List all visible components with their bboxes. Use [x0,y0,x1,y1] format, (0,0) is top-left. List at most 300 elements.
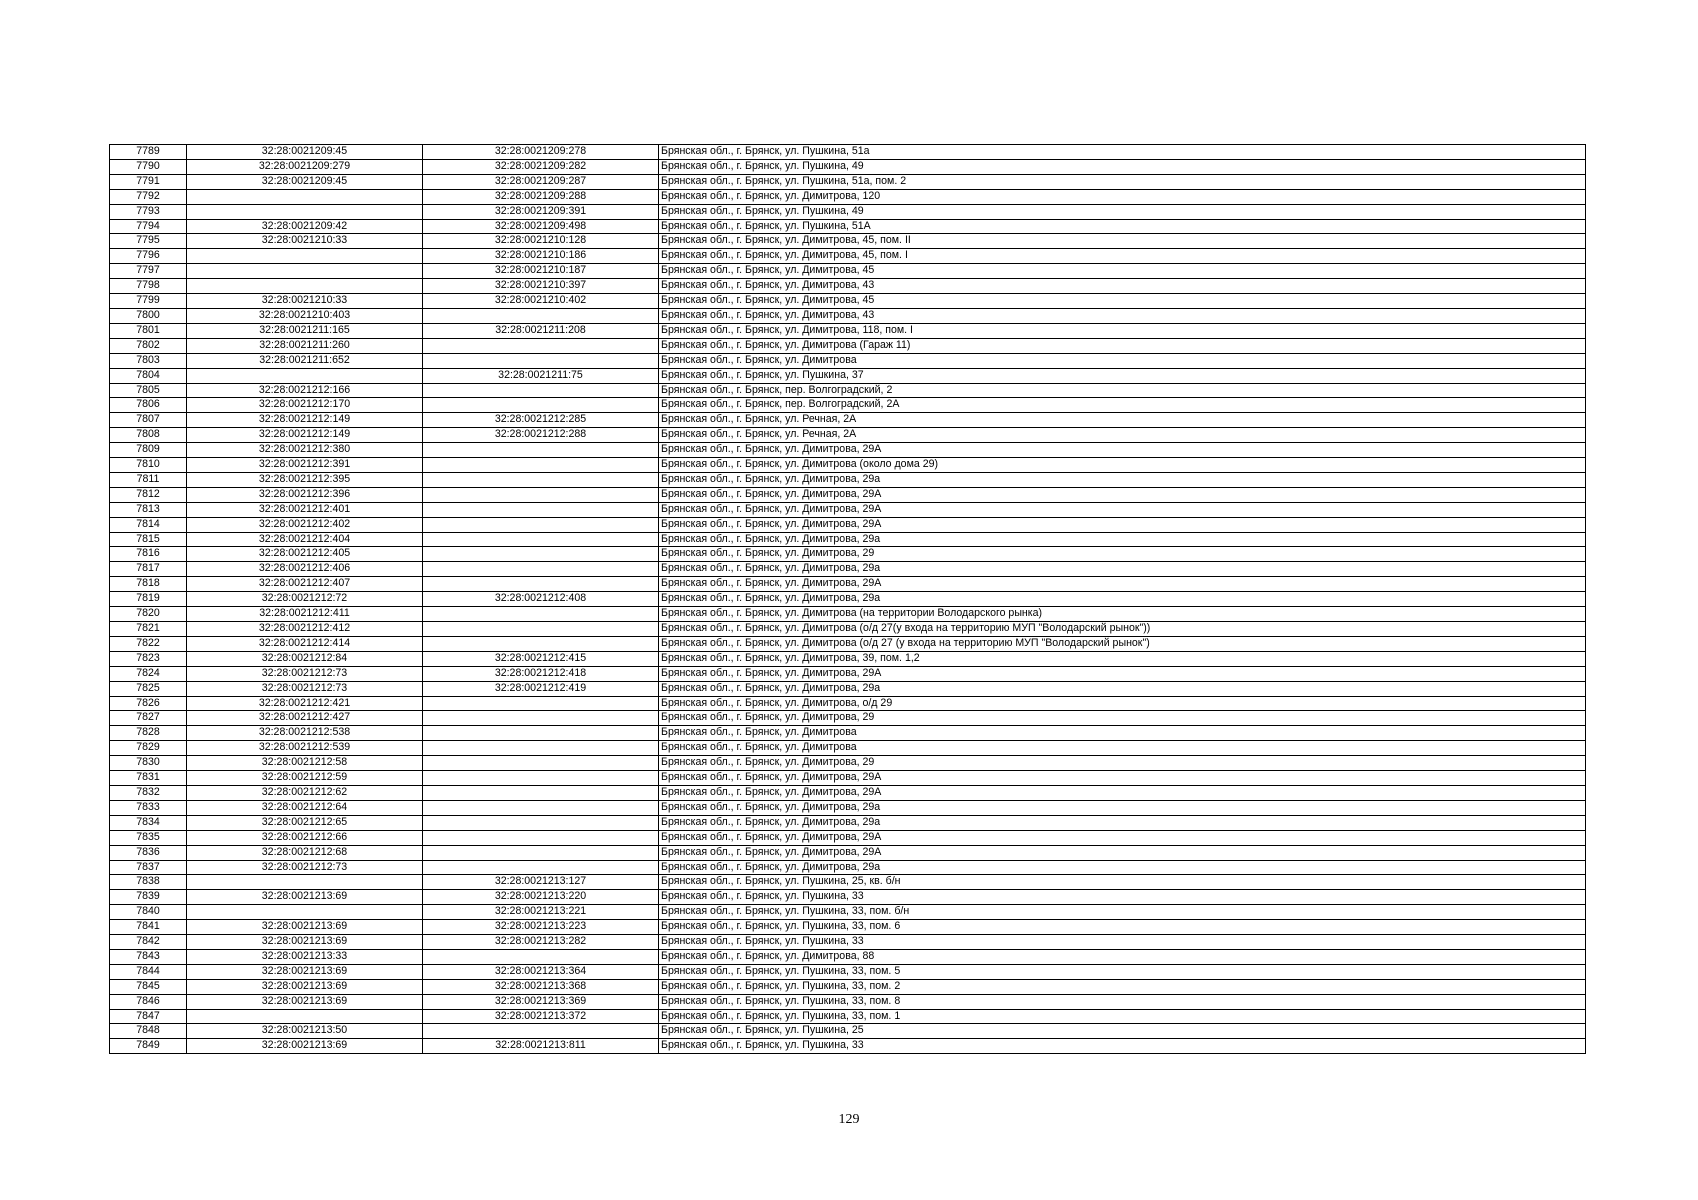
parcel-number-cell: 32:28:0021213:50 [187,1024,423,1039]
parcel-number-cell: 32:28:0021212:66 [187,830,423,845]
object-number-cell [423,771,659,786]
object-number-cell: 32:28:0021213:372 [423,1009,659,1024]
parcel-number-cell [187,264,423,279]
parcel-number-cell: 32:28:0021212:406 [187,562,423,577]
table-row [110,413,1586,428]
object-number-cell [423,562,659,577]
object-number-cell: 32:28:0021209:498 [423,219,659,234]
row-number-cell: 7838 [110,875,187,890]
object-number-cell: 32:28:0021212:418 [423,666,659,681]
table-row [110,502,1586,517]
row-number-cell: 7833 [110,800,187,815]
page-number: 129 [838,1112,860,1127]
table-row [110,651,1586,666]
table-row [110,159,1586,174]
table-row [110,711,1586,726]
row-number-cell: 7790 [110,159,187,174]
object-number-cell [423,830,659,845]
address-cell: Брянская обл., г. Брянск, ул. Димитрова (на территории Володарского рынка) [659,607,1586,622]
address-cell: Брянская обл., г. Брянск, ул. Пушкина, 25, кв. б/н [659,875,1586,890]
table-row [110,726,1586,741]
parcel-number-cell: 32:28:0021211:260 [187,338,423,353]
object-number-cell [423,577,659,592]
row-number-cell: 7793 [110,204,187,219]
address-cell: Брянская обл., г. Брянск, ул. Пушкина, 49 [659,159,1586,174]
object-number-cell: 32:28:0021213:811 [423,1039,659,1054]
object-number-cell [423,815,659,830]
parcel-number-cell: 32:28:0021212:538 [187,726,423,741]
parcel-number-cell: 32:28:0021212:395 [187,472,423,487]
object-number-cell [423,711,659,726]
parcel-number-cell: 32:28:0021212:62 [187,785,423,800]
parcel-number-cell: 32:28:0021209:45 [187,145,423,160]
object-number-cell: 32:28:0021212:285 [423,413,659,428]
row-number-cell: 7820 [110,607,187,622]
table-row [110,592,1586,607]
row-number-cell: 7827 [110,711,187,726]
parcel-number-cell: 32:28:0021212:404 [187,532,423,547]
row-number-cell: 7818 [110,577,187,592]
address-cell: Брянская обл., г. Брянск, ул. Димитрова, 39, пом. 1,2 [659,651,1586,666]
row-number-cell: 7791 [110,174,187,189]
parcel-number-cell: 32:28:0021209:279 [187,159,423,174]
object-number-cell: 32:28:0021209:282 [423,159,659,174]
address-cell: Брянская обл., г. Брянск, ул. Пушкина, 33, пом. 1 [659,1009,1586,1024]
registry-table-body [110,145,1586,1054]
parcel-number-cell: 32:28:0021212:396 [187,487,423,502]
address-cell: Брянская обл., г. Брянск, ул. Димитрова, 43 [659,279,1586,294]
object-number-cell: 32:28:0021210:128 [423,234,659,249]
object-number-cell [423,443,659,458]
row-number-cell: 7802 [110,338,187,353]
parcel-number-cell: 32:28:0021213:69 [187,994,423,1009]
table-row [110,815,1586,830]
table-row [110,830,1586,845]
address-cell: Брянская обл., г. Брянск, ул. Димитрова, 29а [659,860,1586,875]
row-number-cell: 7797 [110,264,187,279]
object-number-cell [423,517,659,532]
row-number-cell: 7836 [110,845,187,860]
row-number-cell: 7804 [110,368,187,383]
parcel-number-cell: 32:28:0021212:73 [187,681,423,696]
table-row [110,323,1586,338]
address-cell: Брянская обл., г. Брянск, ул. Димитрова, 29 [659,756,1586,771]
address-cell: Брянская обл., г. Брянск, ул. Пушкина, 33 [659,1039,1586,1054]
object-number-cell [423,487,659,502]
address-cell: Брянская обл., г. Брянск, ул. Димитрова, 43 [659,308,1586,323]
table-row [110,607,1586,622]
address-cell: Брянская обл., г. Брянск, ул. Димитрова, 45 [659,264,1586,279]
row-number-cell: 7845 [110,979,187,994]
row-number-cell: 7813 [110,502,187,517]
address-cell: Брянская обл., г. Брянск, ул. Пушкина, 33, пом. 2 [659,979,1586,994]
parcel-number-cell: 32:28:0021212:65 [187,815,423,830]
address-cell: Брянская обл., г. Брянск, ул. Димитрова, 29А [659,517,1586,532]
parcel-number-cell: 32:28:0021212:405 [187,547,423,562]
object-number-cell [423,353,659,368]
object-number-cell [423,458,659,473]
parcel-number-cell: 32:28:0021212:411 [187,607,423,622]
table-row [110,472,1586,487]
object-number-cell: 32:28:0021210:397 [423,279,659,294]
address-cell: Брянская обл., г. Брянск, ул. Димитрова, 29А [659,785,1586,800]
row-number-cell: 7816 [110,547,187,562]
table-row [110,204,1586,219]
table-row [110,979,1586,994]
parcel-number-cell: 32:28:0021210:33 [187,294,423,309]
row-number-cell: 7841 [110,920,187,935]
table-row [110,308,1586,323]
object-number-cell [423,472,659,487]
object-number-cell [423,338,659,353]
row-number-cell: 7829 [110,741,187,756]
address-cell: Брянская обл., г. Брянск, ул. Димитрова, о/д 29 [659,696,1586,711]
table-row [110,622,1586,637]
row-number-cell: 7828 [110,726,187,741]
address-cell: Брянская обл., г. Брянск, ул. Пушкина, 33 [659,935,1586,950]
address-cell: Брянская обл., г. Брянск, ул. Пушкина, 33 [659,890,1586,905]
address-cell: Брянская обл., г. Брянск, ул. Пушкина, 25 [659,1024,1586,1039]
object-number-cell [423,845,659,860]
parcel-number-cell: 32:28:0021212:391 [187,458,423,473]
row-number-cell: 7830 [110,756,187,771]
address-cell: Брянская обл., г. Брянск, ул. Речная, 2А [659,413,1586,428]
row-number-cell: 7805 [110,383,187,398]
row-number-cell: 7794 [110,219,187,234]
table-row [110,562,1586,577]
parcel-number-cell: 32:28:0021211:652 [187,353,423,368]
parcel-number-cell: 32:28:0021209:42 [187,219,423,234]
row-number-cell: 7824 [110,666,187,681]
row-number-cell: 7795 [110,234,187,249]
row-number-cell: 7849 [110,1039,187,1054]
address-cell: Брянская обл., г. Брянск, ул. Димитрова, 120 [659,189,1586,204]
address-cell: Брянская обл., г. Брянск, ул. Речная, 2А [659,428,1586,443]
table-row [110,771,1586,786]
row-number-cell: 7837 [110,860,187,875]
row-number-cell: 7821 [110,622,187,637]
address-cell: Брянская обл., г. Брянск, ул. Димитрова, 29а [659,800,1586,815]
parcel-number-cell: 32:28:0021212:64 [187,800,423,815]
address-cell: Брянская обл., г. Брянск, ул. Димитрова (около дома 29) [659,458,1586,473]
object-number-cell [423,383,659,398]
table-row [110,279,1586,294]
parcel-number-cell: 32:28:0021212:84 [187,651,423,666]
address-cell: Брянская обл., г. Брянск, ул. Димитрова, 29А [659,502,1586,517]
row-number-cell: 7842 [110,935,187,950]
address-cell: Брянская обл., г. Брянск, ул. Пушкина, 49 [659,204,1586,219]
row-number-cell: 7792 [110,189,187,204]
table-row [110,294,1586,309]
address-cell: Брянская обл., г. Брянск, ул. Димитрова [659,353,1586,368]
object-number-cell [423,532,659,547]
object-number-cell [423,756,659,771]
table-row [110,964,1586,979]
object-number-cell [423,502,659,517]
address-cell: Брянская обл., г. Брянск, ул. Димитрова, 29А [659,666,1586,681]
row-number-cell: 7826 [110,696,187,711]
row-number-cell: 7848 [110,1024,187,1039]
object-number-cell [423,547,659,562]
address-cell: Брянская обл., г. Брянск, ул. Пушкина, 33, пом. б/н [659,905,1586,920]
row-number-cell: 7846 [110,994,187,1009]
object-number-cell: 32:28:0021211:75 [423,368,659,383]
address-cell: Брянская обл., г. Брянск, ул. Димитрова, 29 [659,711,1586,726]
address-cell: Брянская обл., г. Брянск, ул. Димитрова, 88 [659,949,1586,964]
table-row [110,145,1586,160]
parcel-number-cell: 32:28:0021212:421 [187,696,423,711]
row-number-cell: 7819 [110,592,187,607]
property-registry-table [109,144,1586,1054]
address-cell: Брянская обл., г. Брянск, ул. Димитрова, 118, пом. I [659,323,1586,338]
parcel-number-cell: 32:28:0021212:149 [187,413,423,428]
row-number-cell: 7834 [110,815,187,830]
table-row [110,428,1586,443]
row-number-cell: 7811 [110,472,187,487]
parcel-number-cell [187,875,423,890]
address-cell: Брянская обл., г. Брянск, ул. Димитрова (о/д 27(у входа на территорию МУП "Володарский рынок")) [659,622,1586,637]
row-number-cell: 7844 [110,964,187,979]
row-number-cell: 7798 [110,279,187,294]
parcel-number-cell: 32:28:0021212:73 [187,860,423,875]
row-number-cell: 7823 [110,651,187,666]
object-number-cell: 32:28:0021210:187 [423,264,659,279]
table-row [110,487,1586,502]
table-row [110,636,1586,651]
address-cell: Брянская обл., г. Брянск, ул. Димитрова (Гараж 11) [659,338,1586,353]
parcel-number-cell [187,905,423,920]
row-number-cell: 7814 [110,517,187,532]
row-number-cell: 7806 [110,398,187,413]
row-number-cell: 7835 [110,830,187,845]
object-number-cell: 32:28:0021209:287 [423,174,659,189]
table-row [110,219,1586,234]
object-number-cell [423,607,659,622]
object-number-cell: 32:28:0021213:127 [423,875,659,890]
object-number-cell: 32:28:0021211:208 [423,323,659,338]
table-row [110,458,1586,473]
table-row [110,785,1586,800]
address-cell: Брянская обл., г. Брянск, пер. Волгоградский, 2 [659,383,1586,398]
table-row [110,935,1586,950]
table-row [110,443,1586,458]
address-cell: Брянская обл., г. Брянск, ул. Димитрова, 29 [659,547,1586,562]
address-cell: Брянская обл., г. Брянск, ул. Димитрова, 29а [659,815,1586,830]
object-number-cell: 32:28:0021210:402 [423,294,659,309]
address-cell: Брянская обл., г. Брянск, ул. Димитрова [659,741,1586,756]
address-cell: Брянская обл., г. Брянск, ул. Пушкина, 33, пом. 6 [659,920,1586,935]
address-cell: Брянская обл., г. Брянск, ул. Пушкина, 51А [659,219,1586,234]
table-row [110,353,1586,368]
row-number-cell: 7808 [110,428,187,443]
table-row [110,368,1586,383]
object-number-cell [423,636,659,651]
address-cell: Брянская обл., г. Брянск, ул. Димитрова, 45, пом. I [659,249,1586,264]
parcel-number-cell: 32:28:0021212:149 [187,428,423,443]
object-number-cell [423,860,659,875]
row-number-cell: 7831 [110,771,187,786]
object-number-cell: 32:28:0021212:419 [423,681,659,696]
object-number-cell: 32:28:0021209:288 [423,189,659,204]
parcel-number-cell: 32:28:0021210:33 [187,234,423,249]
table-row [110,949,1586,964]
parcel-number-cell [187,189,423,204]
table-row [110,875,1586,890]
row-number-cell: 7789 [110,145,187,160]
object-number-cell [423,696,659,711]
table-row [110,532,1586,547]
object-number-cell [423,398,659,413]
table-row [110,666,1586,681]
address-cell: Брянская обл., г. Брянск, ул. Димитрова, 29а [659,592,1586,607]
object-number-cell: 32:28:0021212:288 [423,428,659,443]
object-number-cell [423,949,659,964]
parcel-number-cell: 32:28:0021210:403 [187,308,423,323]
table-row [110,249,1586,264]
address-cell: Брянская обл., г. Брянск, ул. Димитрова, 29а [659,681,1586,696]
table-row [110,890,1586,905]
row-number-cell: 7832 [110,785,187,800]
parcel-number-cell: 32:28:0021213:69 [187,979,423,994]
parcel-number-cell: 32:28:0021212:412 [187,622,423,637]
parcel-number-cell: 32:28:0021212:407 [187,577,423,592]
row-number-cell: 7840 [110,905,187,920]
address-cell: Брянская обл., г. Брянск, ул. Димитрова (о/д 27 (у входа на территорию МУП "Володарский рынок") [659,636,1586,651]
object-number-cell: 32:28:0021210:186 [423,249,659,264]
table-row [110,383,1586,398]
table-row [110,517,1586,532]
object-number-cell: 32:28:0021213:220 [423,890,659,905]
table-row [110,174,1586,189]
table-row [110,547,1586,562]
parcel-number-cell: 32:28:0021212:414 [187,636,423,651]
object-number-cell [423,308,659,323]
object-number-cell: 32:28:0021209:391 [423,204,659,219]
table-row [110,994,1586,1009]
parcel-number-cell: 32:28:0021212:170 [187,398,423,413]
address-cell: Брянская обл., г. Брянск, ул. Димитрова, 29а [659,472,1586,487]
parcel-number-cell [187,279,423,294]
row-number-cell: 7847 [110,1009,187,1024]
parcel-number-cell: 32:28:0021213:33 [187,949,423,964]
row-number-cell: 7810 [110,458,187,473]
row-number-cell: 7843 [110,949,187,964]
parcel-number-cell: 32:28:0021213:69 [187,964,423,979]
object-number-cell: 32:28:0021212:415 [423,651,659,666]
address-cell: Брянская обл., г. Брянск, ул. Димитрова [659,726,1586,741]
table-row [110,800,1586,815]
address-cell: Брянская обл., г. Брянск, ул. Димитрова, 29А [659,845,1586,860]
row-number-cell: 7817 [110,562,187,577]
object-number-cell [423,726,659,741]
row-number-cell: 7822 [110,636,187,651]
row-number-cell: 7807 [110,413,187,428]
table-row [110,1024,1586,1039]
parcel-number-cell: 32:28:0021212:68 [187,845,423,860]
parcel-number-cell: 32:28:0021213:69 [187,1039,423,1054]
table-row [110,905,1586,920]
parcel-number-cell: 32:28:0021212:427 [187,711,423,726]
table-row [110,1039,1586,1054]
table-row [110,338,1586,353]
object-number-cell: 32:28:0021212:408 [423,592,659,607]
address-cell: Брянская обл., г. Брянск, ул. Димитрова, 29А [659,577,1586,592]
parcel-number-cell [187,204,423,219]
object-number-cell: 32:28:0021209:278 [423,145,659,160]
parcel-number-cell: 32:28:0021212:539 [187,741,423,756]
address-cell: Брянская обл., г. Брянск, ул. Димитрова, 45 [659,294,1586,309]
table-row [110,398,1586,413]
parcel-number-cell: 32:28:0021213:69 [187,935,423,950]
table-row [110,845,1586,860]
table-row [110,920,1586,935]
table-row [110,860,1586,875]
row-number-cell: 7809 [110,443,187,458]
table-row [110,264,1586,279]
table-row [110,756,1586,771]
parcel-number-cell [187,249,423,264]
address-cell: Брянская обл., г. Брянск, ул. Пушкина, 37 [659,368,1586,383]
object-number-cell [423,741,659,756]
parcel-number-cell: 32:28:0021209:45 [187,174,423,189]
parcel-number-cell: 32:28:0021212:380 [187,443,423,458]
address-cell: Брянская обл., г. Брянск, ул. Димитрова, 29а [659,532,1586,547]
row-number-cell: 7801 [110,323,187,338]
parcel-number-cell: 32:28:0021212:72 [187,592,423,607]
parcel-number-cell: 32:28:0021211:165 [187,323,423,338]
row-number-cell: 7839 [110,890,187,905]
row-number-cell: 7815 [110,532,187,547]
address-cell: Брянская обл., г. Брянск, ул. Димитрова, 29А [659,487,1586,502]
address-cell: Брянская обл., г. Брянск, ул. Пушкина, 51а [659,145,1586,160]
parcel-number-cell: 32:28:0021212:401 [187,502,423,517]
row-number-cell: 7803 [110,353,187,368]
parcel-number-cell: 32:28:0021212:58 [187,756,423,771]
row-number-cell: 7800 [110,308,187,323]
parcel-number-cell: 32:28:0021213:69 [187,890,423,905]
object-number-cell: 32:28:0021213:282 [423,935,659,950]
table-row [110,1009,1586,1024]
row-number-cell: 7796 [110,249,187,264]
object-number-cell [423,785,659,800]
address-cell: Брянская обл., г. Брянск, ул. Пушкина, 51а, пом. 2 [659,174,1586,189]
row-number-cell: 7799 [110,294,187,309]
parcel-number-cell: 32:28:0021212:402 [187,517,423,532]
table-row [110,741,1586,756]
address-cell: Брянская обл., г. Брянск, ул. Пушкина, 33, пом. 5 [659,964,1586,979]
object-number-cell: 32:28:0021213:369 [423,994,659,1009]
object-number-cell: 32:28:0021213:223 [423,920,659,935]
address-cell: Брянская обл., г. Брянск, ул. Димитрова, 29А [659,830,1586,845]
table-row [110,234,1586,249]
address-cell: Брянская обл., г. Брянск, ул. Димитрова, 45, пом. II [659,234,1586,249]
object-number-cell [423,1024,659,1039]
parcel-number-cell: 32:28:0021212:166 [187,383,423,398]
address-cell: Брянская обл., г. Брянск, пер. Волгоградский, 2А [659,398,1586,413]
object-number-cell [423,622,659,637]
parcel-number-cell: 32:28:0021212:59 [187,771,423,786]
address-cell: Брянская обл., г. Брянск, ул. Димитрова, 29а [659,562,1586,577]
address-cell: Брянская обл., г. Брянск, ул. Пушкина, 33, пом. 8 [659,994,1586,1009]
table-row [110,577,1586,592]
parcel-number-cell [187,1009,423,1024]
parcel-number-cell: 32:28:0021213:69 [187,920,423,935]
object-number-cell: 32:28:0021213:364 [423,964,659,979]
table-row [110,681,1586,696]
parcel-number-cell: 32:28:0021212:73 [187,666,423,681]
row-number-cell: 7812 [110,487,187,502]
parcel-number-cell [187,368,423,383]
